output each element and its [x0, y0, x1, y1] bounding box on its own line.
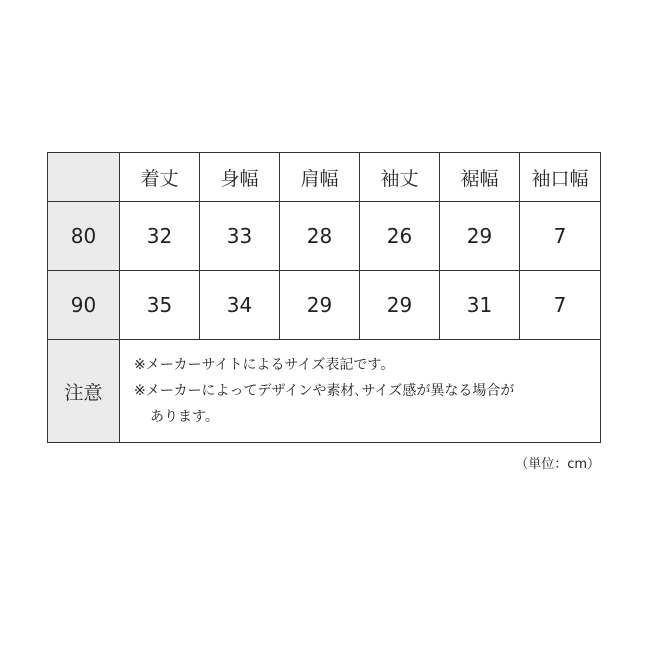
- notes-label: 注意: [48, 340, 120, 443]
- table-cell: 29: [440, 202, 520, 271]
- table-cell: 33: [200, 202, 280, 271]
- column-header-body-width: 身幅: [200, 153, 280, 202]
- size-label: 80: [48, 202, 120, 271]
- table-cell: 35: [120, 271, 200, 340]
- notes-row: [48, 340, 601, 443]
- table-cell: 31: [440, 271, 520, 340]
- header-row: [48, 153, 601, 202]
- table-cell: 26: [360, 202, 440, 271]
- table-cell: 28: [280, 202, 360, 271]
- table-cell: 7: [520, 202, 601, 271]
- note-line: あります。: [150, 409, 219, 425]
- column-header-length: 着丈: [120, 153, 200, 202]
- note-line: ※メーカーによってデザインや素材､サイズ感が異なる場合が: [134, 383, 515, 399]
- table-row: [48, 271, 601, 340]
- note-line: ※メーカーサイトによるサイズ表記です。: [134, 357, 395, 373]
- column-header-hem-width: 裾幅: [440, 153, 520, 202]
- column-header-cuff-width: 袖口幅: [520, 153, 601, 202]
- table-row: [48, 202, 601, 271]
- column-header-sleeve-length: 袖丈: [360, 153, 440, 202]
- table-cell: 7: [520, 271, 601, 340]
- unit-label: （単位：cm）: [515, 457, 600, 472]
- table-cell: 32: [120, 202, 200, 271]
- notes-cell: [120, 340, 601, 443]
- table-cell: 34: [200, 271, 280, 340]
- table-cell: 29: [280, 271, 360, 340]
- size-label: 90: [48, 271, 120, 340]
- column-header-shoulder-width: 肩幅: [280, 153, 360, 202]
- table-cell: 29: [360, 271, 440, 340]
- corner-cell: [48, 153, 120, 202]
- size-table: [47, 152, 601, 443]
